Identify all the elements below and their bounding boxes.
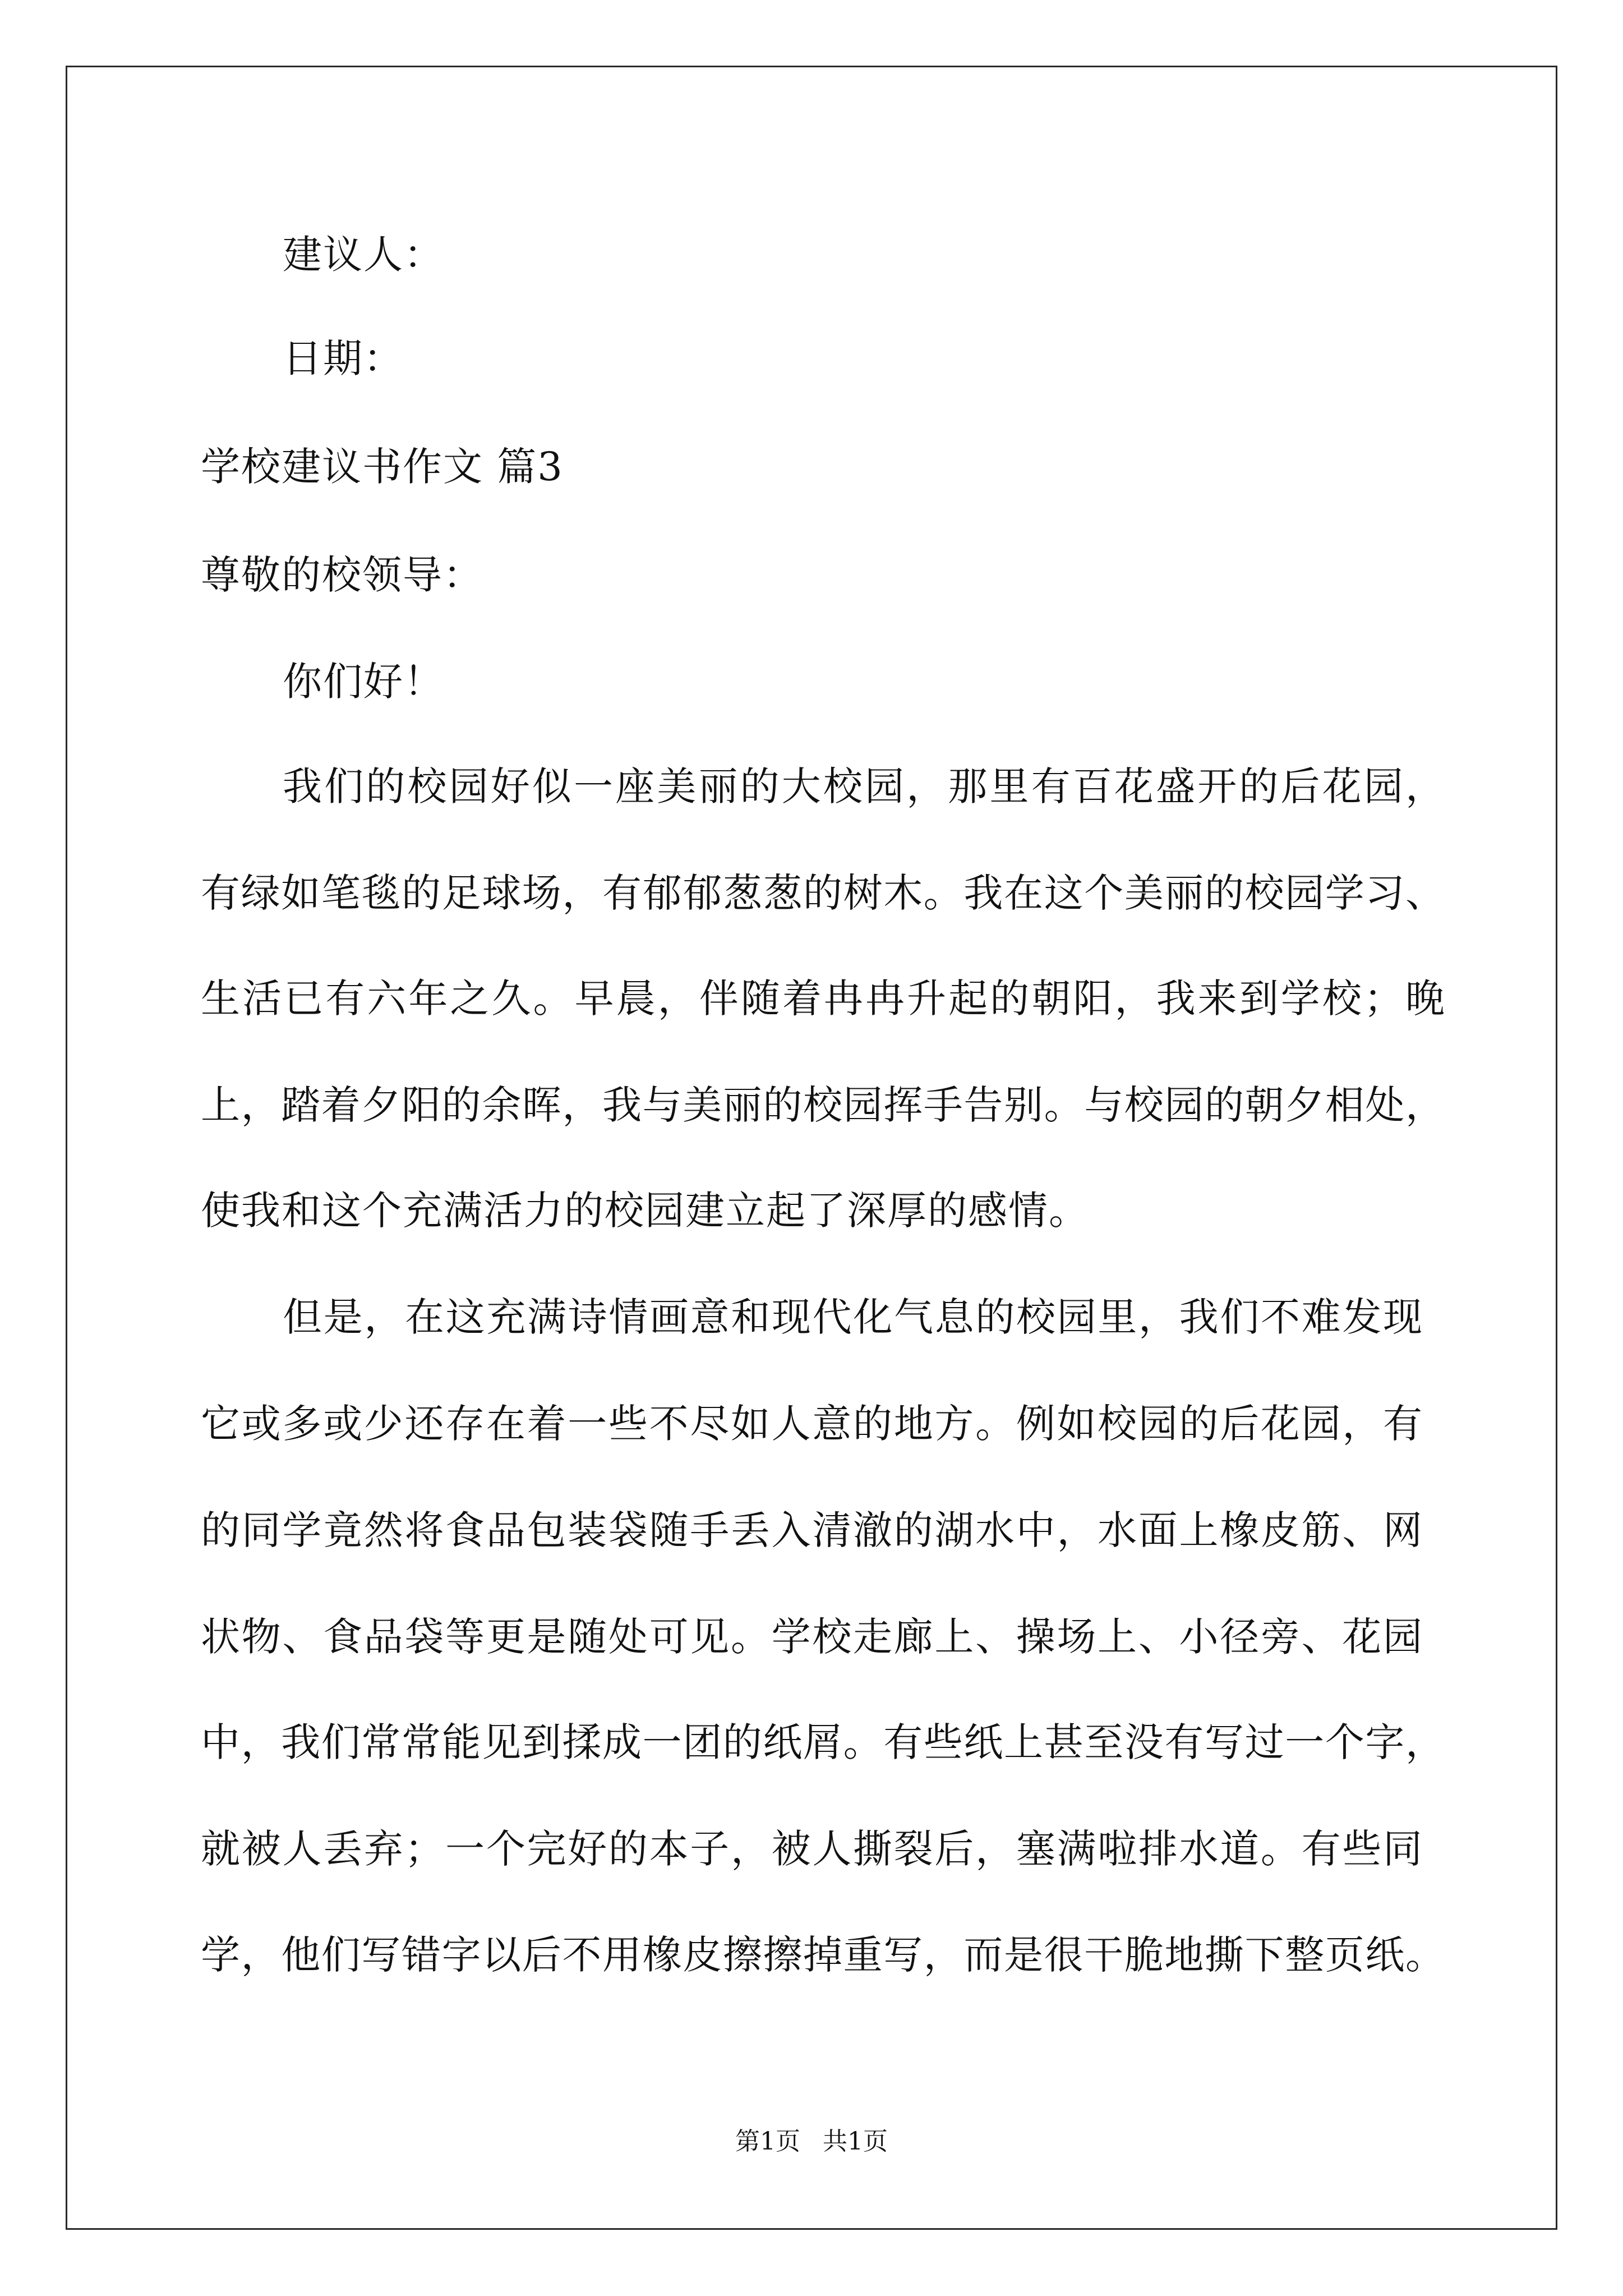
proposer-label: 建议人： [283,232,444,278]
page-number-current: 第1页 [735,2127,800,2156]
paragraph2-line5: 中，我们常常能见到揉成一团的纸屑。有些纸上甚至没有写过一个字， [201,1719,1445,1765]
paragraph1-line2: 有绿如笔毯的足球场，有郁郁葱葱的树木。我在这个美丽的校园学习、 [201,870,1445,916]
article-title: 学校建议书作文 篇3 [201,444,564,490]
paragraph2-line4: 状物、食品袋等更是随处可见。学校走廊上、操场上、小径旁、花园 [201,1614,1422,1660]
date-label: 日期： [283,335,404,381]
paragraph2-line6: 就被人丢弃；一个完好的本子，被人撕裂后，塞满啦排水道。有些同 [201,1826,1422,1872]
greeting: 你们好！ [283,659,444,705]
paragraph1-line4: 上，踏着夕阳的余晖，我与美丽的校园挥手告别。与校园的朝夕相处， [201,1082,1445,1128]
paragraph1-line1: 我们的校园好似一座美丽的大校园，那里有百花盛开的后花园， [283,763,1445,809]
page-footer [0,2126,1623,2157]
paragraph2-line1: 但是，在这充满诗情画意和现代化气息的校园里，我们不难发现 [283,1294,1422,1340]
paragraph2-line7: 学，他们写错字以后不用橡皮擦擦掉重写，而是很干脆地撕下整页纸。 [201,1932,1445,1978]
paragraph1-line5: 使我和这个充满活力的校园建立起了深厚的感情。 [201,1188,1089,1234]
page-border [66,66,1557,2230]
page-number-total: 共1页 [823,2127,888,2156]
paragraph2-line2: 它或多或少还存在着一些不尽如人意的地方。例如校园的后花园，有 [201,1401,1422,1447]
paragraph1-line3: 生活已有六年之久。早晨，伴随着冉冉升起的朝阳，我来到学校；晚 [201,976,1445,1022]
salutation: 尊敬的校领导： [201,552,483,598]
paragraph2-line3: 的同学竟然将食品包装袋随手丢入清澈的湖水中，水面上橡皮筋、网 [201,1507,1422,1553]
